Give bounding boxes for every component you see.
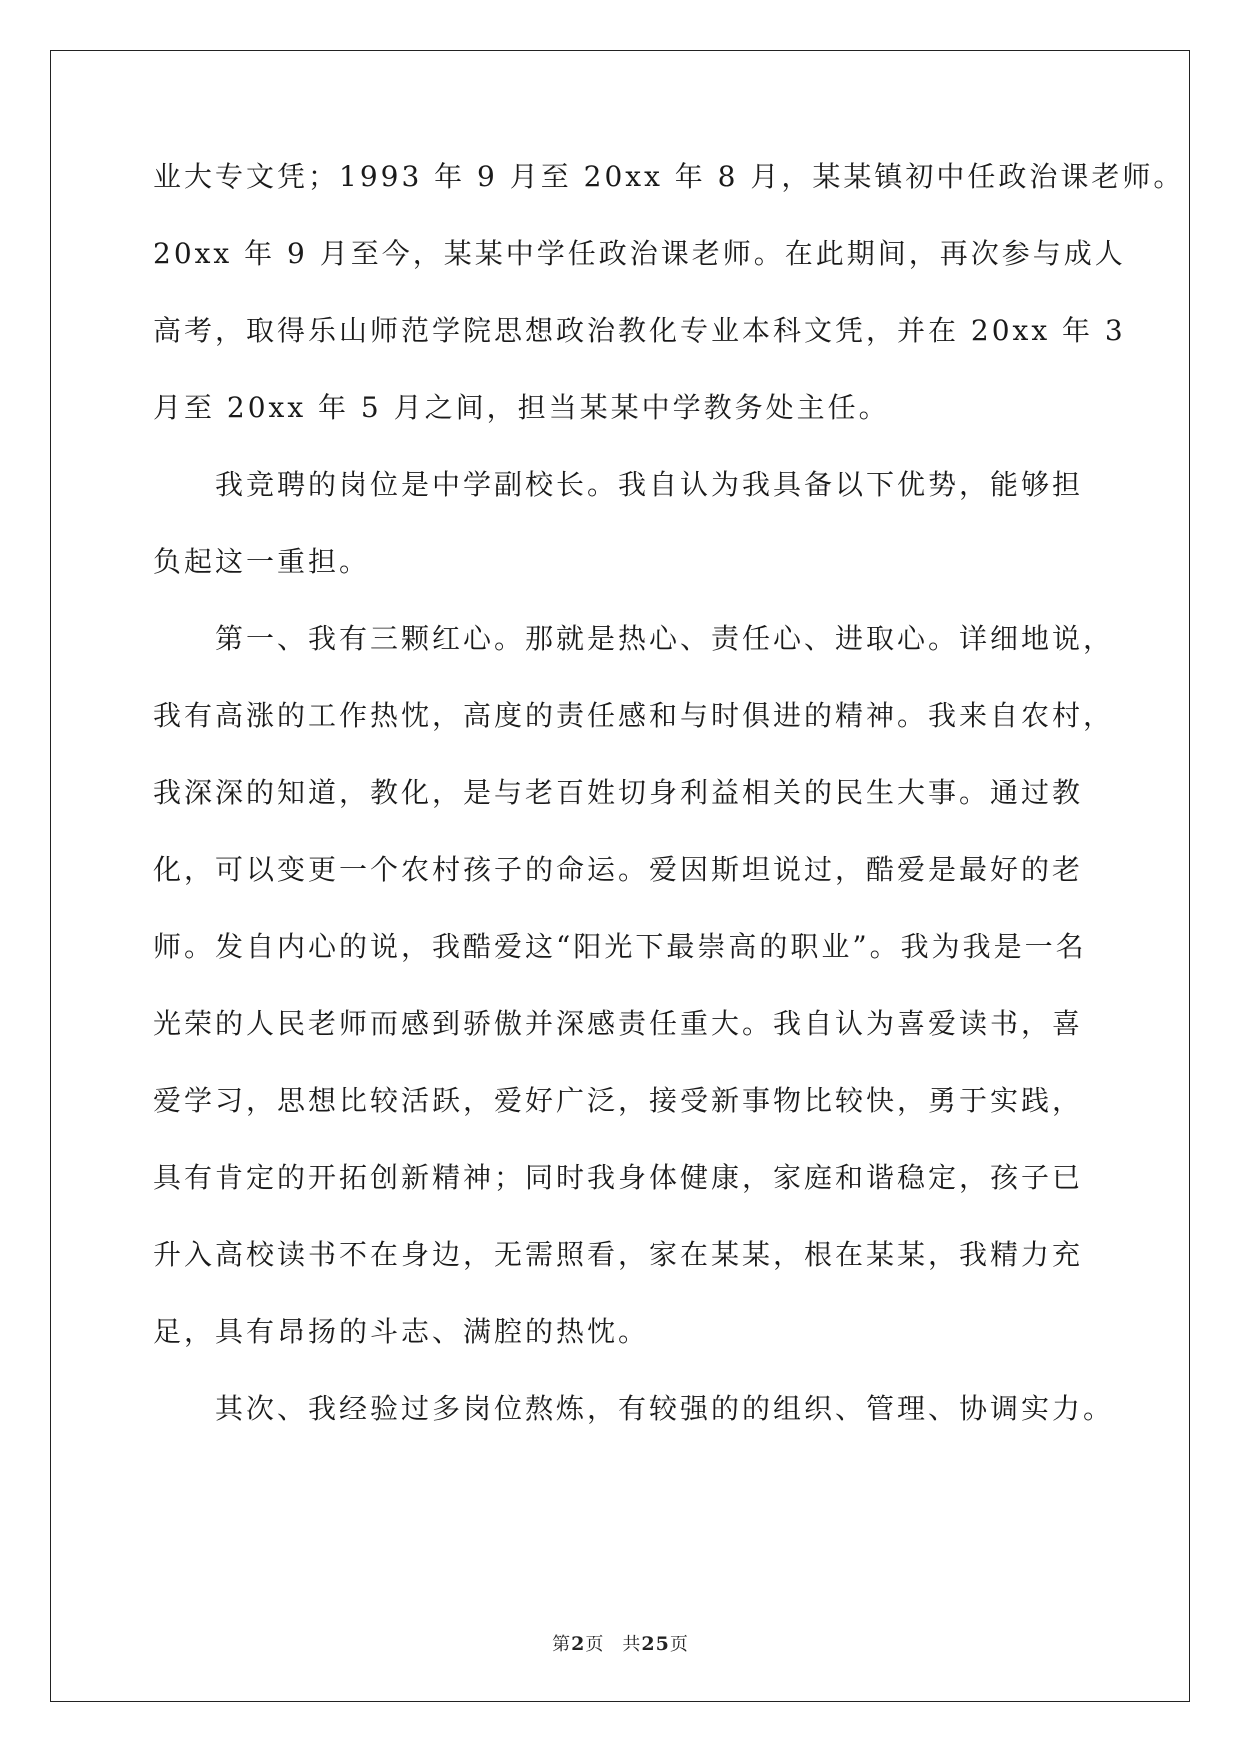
paragraph-start-line: 第一、我有三颗红心。那就是热心、责任心、进取心。详细地说， [215,622,1115,655]
text-line: 业大专文凭；1993 年 9 月至 20xx 年 8 月，某某镇初中任政治课老师。 [153,160,1185,193]
text-line: 20xx 年 9 月至今，某某中学任政治课老师。在此期间，再次参与成人 [153,237,1126,270]
text-line: 爱学习，思想比较活跃，爱好广泛，接受新事物比较快，勇于实践， [153,1084,1084,1117]
paragraph-start-line: 我竞聘的岗位是中学副校长。我自认为我具备以下优势，能够担 [215,468,1084,501]
total-pages: 25 [641,1633,670,1655]
page-footer [0,1630,1241,1656]
paragraph-start-line: 其次、我经验过多岗位熬炼，有较强的的组织、管理、协调实力。 [215,1392,1115,1425]
text-line: 月至 20xx 年 5 月之间，担当某某中学教务处主任。 [153,391,890,424]
text-line: 高考，取得乐山师范学院思想政治教化专业本科文凭，并在 20xx 年 3 [153,314,1126,347]
text-line: 具有肯定的开拓创新精神；同时我身体健康，家庭和谐稳定，孩子已 [153,1161,1084,1194]
page-number: 2 [571,1633,586,1655]
total-suffix: 页 [669,1634,689,1655]
text-line: 足，具有昂扬的斗志、满腔的热忱。 [153,1315,650,1348]
text-line: 我有高涨的工作热忱，高度的责任感和与时俱进的精神。我来自农村， [153,699,1115,732]
text-line: 光荣的人民老师而感到骄傲并深感责任重大。我自认为喜爱读书，喜 [153,1007,1084,1040]
page-suffix: 页 [585,1634,605,1655]
text-line: 我深深的知道，教化，是与老百姓切身利益相关的民生大事。通过教 [153,776,1084,809]
text-line: 升入高校读书不在身边，无需照看，家在某某，根在某某，我精力充 [153,1238,1084,1271]
text-line: 师。发自内心的说，我酷爱这“阳光下最崇高的职业”。我为我是一名 [153,930,1087,963]
page-prefix: 第 [552,1634,572,1655]
total-prefix: 共 [622,1634,642,1655]
text-line: 负起这一重担。 [153,545,371,578]
text-line: 化，可以变更一个农村孩子的命运。爱因斯坦说过，酷爱是最好的老 [153,853,1084,886]
